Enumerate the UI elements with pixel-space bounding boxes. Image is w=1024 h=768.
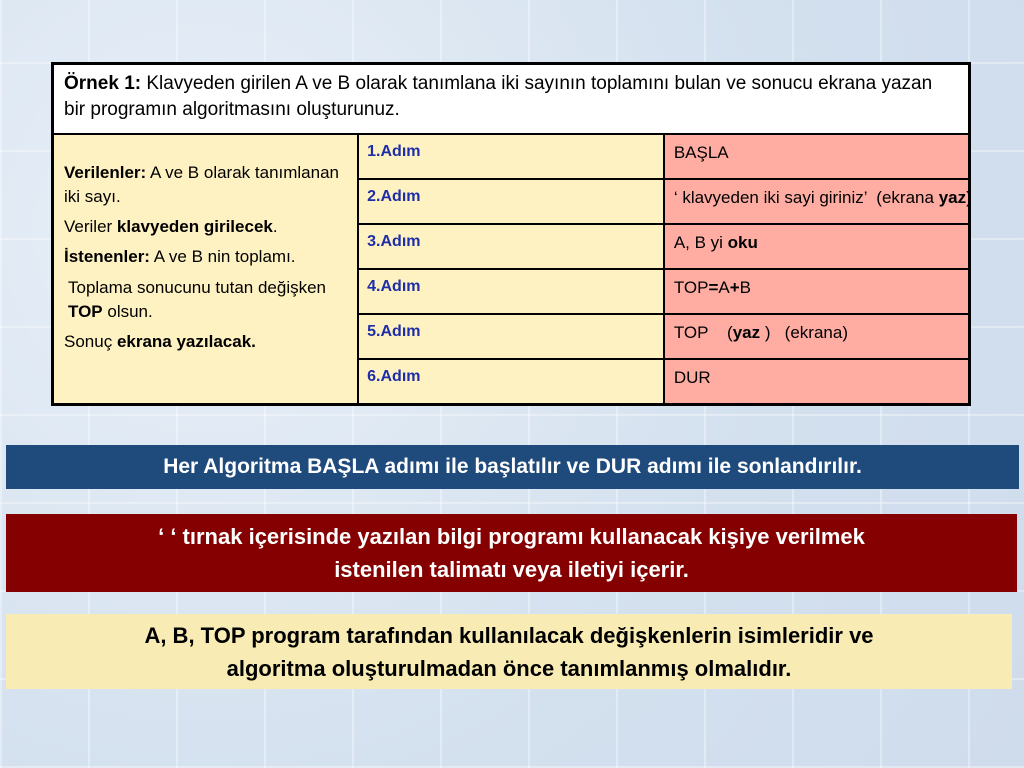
toplama-text1: Toplama sonucunu tutan değişken	[68, 277, 327, 297]
veriler-prefix: Veriler	[64, 217, 117, 237]
step-action-text: DUR	[673, 368, 711, 387]
step-action	[664, 179, 970, 224]
step-label: 1.Adım	[358, 134, 664, 179]
istenenler-text: A ve B nin toplamı.	[149, 247, 296, 267]
toplama-text2: olsun.	[102, 301, 153, 321]
step-action-bold: oku	[727, 233, 758, 252]
step-action-text: BAŞLA	[673, 143, 729, 162]
step-action-text: TOP (	[673, 323, 733, 342]
quote-note	[6, 514, 1017, 592]
step-action	[664, 224, 970, 269]
step-action-bold: yaz	[732, 323, 761, 342]
step-action	[664, 359, 970, 404]
verilenler-label: Verilenler:	[64, 163, 147, 182]
step-action-bold: yaz	[938, 188, 967, 207]
step-action-text: TOP	[673, 278, 709, 297]
example-title	[53, 64, 970, 135]
step-action-text: A	[718, 278, 730, 297]
toplama-bold: TOP	[68, 301, 103, 321]
step-action-text: ) (ekrana)	[760, 323, 848, 342]
verilenler-text: A ve B olarak tanımlanan iki sayı.	[64, 163, 340, 207]
step-action-bold: +	[729, 278, 740, 297]
istenenler-label: İstenenler:	[64, 247, 150, 267]
given-sonuc	[64, 330, 349, 354]
sonuc-prefix: Sonuç	[64, 331, 117, 351]
given-info-cell	[53, 134, 359, 404]
example-title-label: Örnek 1:	[64, 73, 142, 94]
sonuc-bold: ekrana yazılacak.	[116, 331, 256, 351]
example-table	[51, 62, 971, 406]
given-verilenler	[64, 161, 349, 209]
step-action-text: )	[966, 188, 972, 207]
variables-note-line1: A, B, TOP program tarafından kullanılacak değişkenlerin isimleridir ve	[144, 623, 874, 648]
start-end-note: Her Algoritma BAŞLA adımı ile başlatılır ve DUR adımı ile sonlandırılır.	[6, 445, 1019, 489]
given-istenenler	[64, 245, 349, 269]
step-action-bold: =	[708, 278, 719, 297]
step-label: 3.Adım	[358, 224, 664, 269]
step-action	[664, 314, 970, 359]
step-label: 2.Adım	[358, 179, 664, 224]
step-label: 4.Adım	[358, 269, 664, 314]
given-toplama	[64, 276, 349, 324]
step-action-text: ‘ klavyeden iki sayi giriniz’ (ekrana	[673, 188, 939, 207]
veriler-suffix: .	[272, 217, 278, 237]
veriler-bold: klavyeden girilecek	[116, 217, 273, 237]
quote-note-line2: istenilen talimatı veya iletiyi içerir.	[334, 557, 689, 582]
step-action	[664, 269, 970, 314]
given-veriler	[64, 215, 349, 239]
step-action	[664, 134, 970, 179]
variables-note	[6, 614, 1012, 689]
example-title-text: Klavyeden girilen A ve B olarak tanımlana iki sayının toplamını bulan ve sonucu ekrana yazan bir programın algoritmasını oluşturunuz.	[64, 73, 933, 120]
step-label: 5.Adım	[358, 314, 664, 359]
variables-note-line2: algoritma oluşturulmadan önce tanımlanmış olmalıdır.	[226, 656, 792, 681]
quote-note-line1: ‘ ‘ tırnak içerisinde yazılan bilgi programı kullanacak kişiye verilmek	[158, 524, 865, 549]
step-action-text: B	[739, 278, 752, 297]
step-label: 6.Adım	[358, 359, 664, 404]
step-action-text: A, B yi	[673, 233, 728, 252]
